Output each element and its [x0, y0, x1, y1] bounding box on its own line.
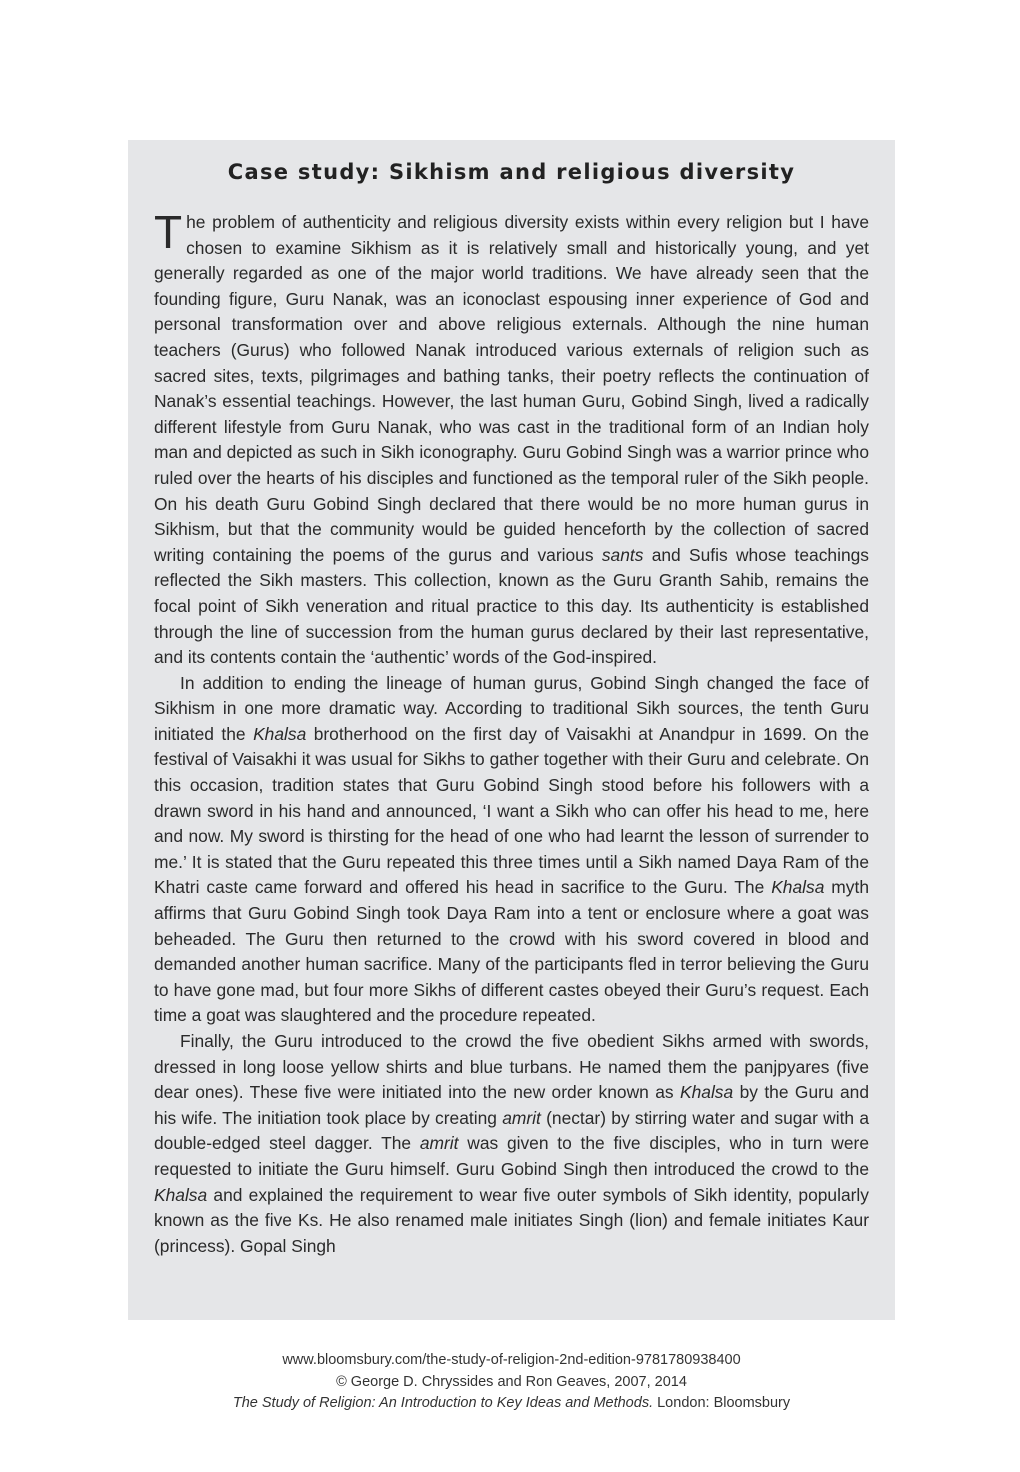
case-study-box — [128, 140, 895, 1320]
footer-citation — [128, 1393, 895, 1415]
publisher: London: Bloomsbury — [653, 1395, 791, 1411]
paragraph-1: The problem of authenticity and religious diversity exists within every religion but I have chosen to examine Sikhism as it is relatively small and historically young, and yet generally regarded as one of the major world traditions. We have already seen that the founding figure, Guru Nanak, was an iconoclast espousing inner experience of God and personal transformation over and above religious externals. Although the nine human teachers (Gurus) who followed Nanak introduced various externals of religion such as sacred sites, texts, pilgrimages and bathing tanks, their poetry reflects the continuation of Nanak’s essential teachings. However, the last human Guru, Gobind Singh, lived a radically different lifestyle from Guru Nanak, who was cast in the traditional form of an Indian holy man and depicted as such in Sikh iconography. Guru Gobind Singh was a warrior prince who ruled over the hearts of his disciples and functioned as the temporal ruler of the Sikh people. On his death Guru Gobind Singh declared that there would be no more human gurus in Sikhism, but that the community would be guided henceforth by the collection of sacred writing containing the poems of the gurus and various sants and Sufis whose teachings reflected the Sikh masters. This collection, known as the Guru Granth Sahib, remains the focal point of Sikh veneration and ritual practice to this day. Its authenticity is established through the line of succession from the human gurus declared by their last representative, and its contents contain the ‘authentic’ words of the God-inspired. — [154, 206, 869, 668]
case-study-body — [154, 206, 870, 1259]
footer-url: www.bloomsbury.com/the-study-of-religion-2nd-edition-9781780938400 — [282, 1352, 741, 1368]
case-study-title: Case study: Sikhism and religious diversity — [227, 160, 796, 184]
paragraph-3: Finally, the Guru introduced to the crowd the five obedient Sikhs armed with swords, dressed in long loose yellow shirts and blue turbans. He named them the panjpyares (five dear ones). These five were initiated into the new order known as Khalsa by the Guru and his wife. The initiation took place by creating amrit (nectar) by stirring water and sugar with a double-edged steel dagger. The amrit was given to the five disciples, who in turn were requested to initiate the Guru himself. Guru Gobind Singh then introduced the crowd to the Khalsa and explained the requirement to wear five outer symbols of Sikh identity, popularly known as the five Ks. He also renamed male initiates Singh (lion) and female initiates Kaur (princess). Gopal Singh — [154, 1031, 870, 1256]
drop-cap: T — [154, 206, 183, 258]
footer-copyright: © George D. Chryssides and Ron Geaves, 2007, 2014 — [336, 1373, 687, 1390]
paragraph-2: In addition to ending the lineage of human gurus, Gobind Singh changed the face of Sikhism in one more dramatic way. According to traditional Sikh sources, the tenth Guru initiated the Khalsa brotherhood on the first day of Vaisakhi at Anandpur in 1699. On the festival of Vaisakhi it was usual for Sikhs to gather together with their Guru and celebrate. On this occasion, tradition states that Guru Gobind Singh stood before his followers with a drawn sword in his hand and announced, ‘I want a Sikh who can offer his head to me, here and now. My sword is thirsting for the head of one who had learnt the lesson of surrender to me.’ It is stated that the Guru repeated this three times until a Sikh named Daya Ram of the Khatri caste came forward and offered his head in sacrifice to the Guru. The Khalsa myth affirms that Guru Gobind Singh took Daya Ram into a tent or enclosure where a goat was beheaded. The Guru then returned to the crowd with his sword covered in blood and demanded another human sacrifice. Many of the participants fled in terror believing the Guru to have gone mad, but four more Sikhs of different castes obeyed their Guru’s request. Each time a goat was slaughtered and the procedure repeated. — [154, 672, 870, 1026]
book-title: The Study of Religion: An Introduction to Key Ideas and Methods. — [232, 1395, 654, 1411]
page-footer — [128, 1350, 895, 1415]
